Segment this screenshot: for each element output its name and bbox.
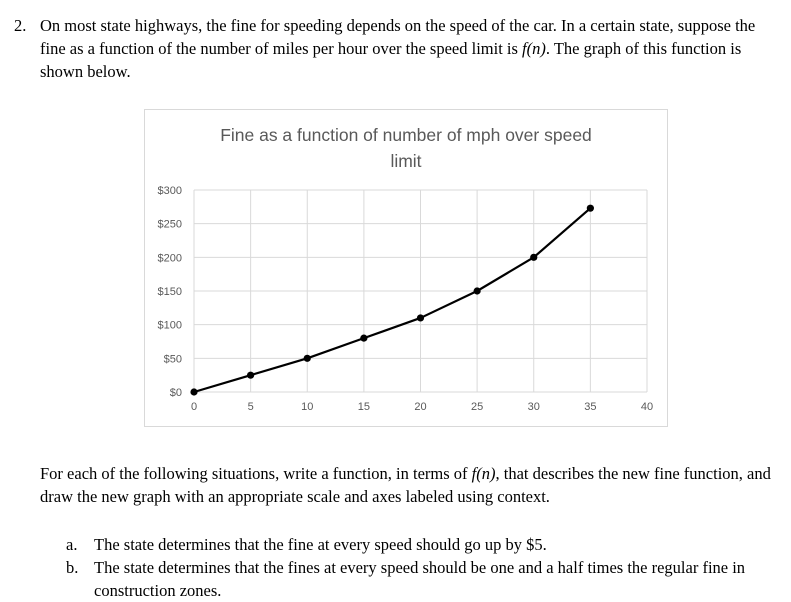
data-point bbox=[360, 335, 367, 342]
x-tick-label: 35 bbox=[584, 401, 597, 413]
fine-series-line bbox=[194, 208, 590, 392]
x-tick-label: 25 bbox=[471, 401, 484, 413]
y-tick-label: $0 bbox=[169, 387, 182, 399]
x-tick-label: 40 bbox=[640, 401, 654, 413]
situation-b-text: The state determines that the fines at every speed should be one and a half times the regular fine in construction zones. bbox=[94, 558, 746, 600]
data-point bbox=[304, 355, 311, 362]
question-2 bbox=[14, 14, 774, 83]
y-tick-label: $150 bbox=[157, 286, 182, 298]
chart-title-line2: limit bbox=[390, 151, 422, 171]
data-point bbox=[530, 254, 537, 261]
data-point bbox=[474, 287, 481, 294]
question-text-part2: . The graph of this function is shown below. bbox=[40, 39, 742, 81]
situation-a bbox=[66, 533, 778, 556]
situation-a-text: The state determines that the fine at every speed should go up by $5. bbox=[94, 535, 547, 554]
situation-b-label: b. bbox=[66, 558, 79, 577]
instructions-part2: , that describes the new fine function, and draw the new graph with an appropriate scale and axes labeled using context. bbox=[40, 464, 771, 506]
data-point bbox=[587, 205, 594, 212]
x-tick-label: 10 bbox=[301, 401, 314, 413]
y-tick-label: $100 bbox=[157, 319, 182, 332]
situation-b bbox=[66, 556, 778, 602]
data-point bbox=[247, 372, 254, 379]
x-tick-label: 5 bbox=[247, 401, 254, 413]
x-tick-label: 15 bbox=[357, 401, 370, 413]
y-tick-label: $50 bbox=[163, 353, 182, 366]
fine-chart bbox=[144, 109, 668, 427]
fine-chart-svg bbox=[145, 110, 667, 426]
question-text-part1: On most state highways, the fine for speeding depends on the speed of the car. In a certain state, suppose the fine as a function of the number of miles per hour over the speed limit is bbox=[40, 16, 756, 58]
x-tick-label: 0 bbox=[190, 401, 198, 413]
x-tick-label: 20 bbox=[414, 401, 427, 413]
situation-a-label: a. bbox=[66, 535, 78, 554]
data-point bbox=[190, 388, 197, 395]
question-text bbox=[40, 14, 774, 83]
situations-list bbox=[66, 533, 778, 602]
instructions-function-notation: f(n) bbox=[471, 464, 496, 483]
question-number: 2. bbox=[14, 16, 27, 35]
y-tick-label: $300 bbox=[157, 185, 182, 197]
y-tick-label: $200 bbox=[157, 252, 182, 265]
y-tick-label: $250 bbox=[157, 218, 182, 231]
chart-title-line1: Fine as a function of number of mph over speed bbox=[220, 125, 592, 145]
data-point bbox=[417, 314, 424, 321]
question-function-notation: f(n) bbox=[522, 39, 546, 58]
instructions-paragraph bbox=[40, 462, 780, 508]
x-tick-label: 30 bbox=[527, 401, 540, 413]
instructions-part1: For each of the following situations, write a function, in terms of bbox=[40, 464, 472, 483]
